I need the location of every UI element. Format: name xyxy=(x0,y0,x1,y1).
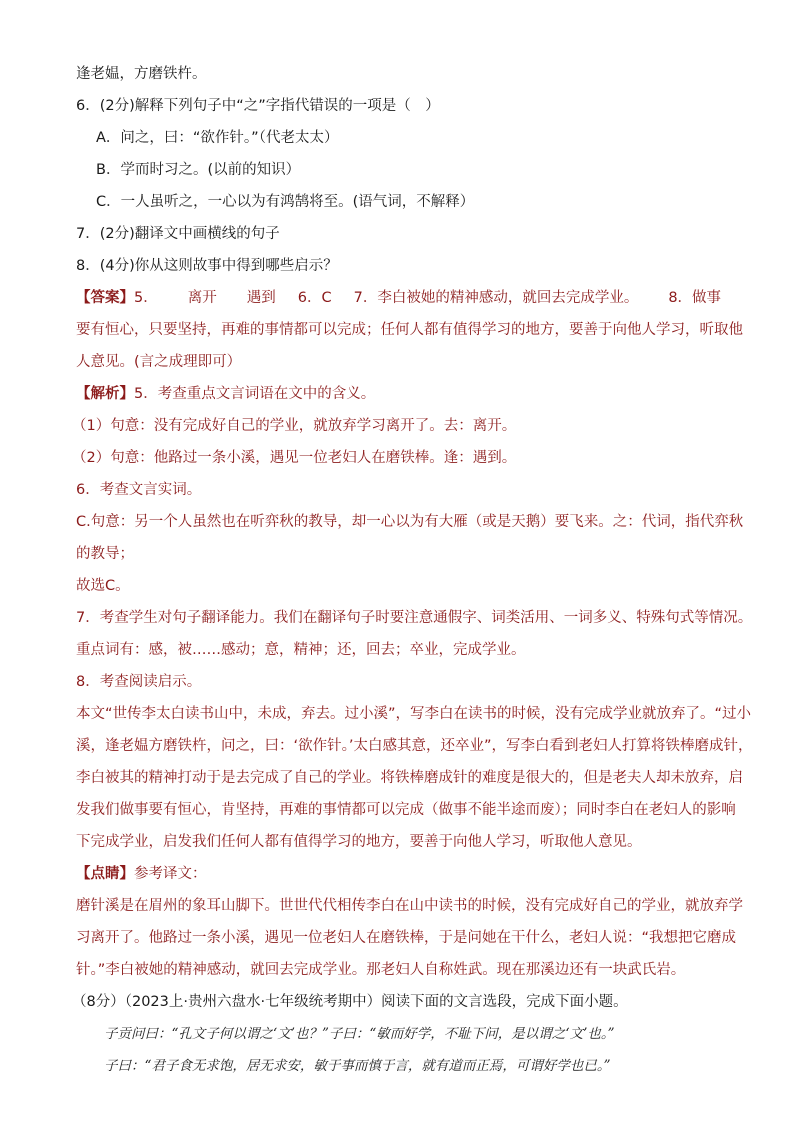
classical-quote-1: 子贡问曰：“孔文子何以谓之‘文’也？”子曰：“敏而好学，不耻下问，是以谓之‘文’也。” xyxy=(104,1026,615,1042)
analysis-7-line-1: 7．考查学生对句子翻译能力。我们在翻译句子时要注意通假字、词类活用、一词多义、特殊句式等情况。 xyxy=(76,610,753,626)
analysis-8-line-5: 下完成学业，启发我们任何人都有值得学习的地方，要善于向他人学习，听取他人意见。 xyxy=(76,834,642,850)
answer-5-word-b: 遇到 xyxy=(246,290,276,306)
analysis-5-item-2: （2）句意：他路过一条小溪，遇见一位老妇人在磨铁棒。逢：遇到。 xyxy=(72,450,517,466)
answer-8-start: 8．做事 xyxy=(668,290,722,306)
answer-5: 5． xyxy=(134,290,158,306)
passage-last-line: 逢老媪，方磨铁杵。 xyxy=(76,66,207,82)
analysis-8-line-1: 本文“世传李太白读书山中，未成，弃去。过小溪”，写李白在读书的时候，没有完成学业就放弃了。“过小 xyxy=(76,706,752,722)
question-6: 6．(2分)解释下列句子中“之”字指代错误的一项是（ ） xyxy=(76,98,440,114)
analysis-tag: 【解析】 xyxy=(76,386,134,402)
dianjing-heading xyxy=(76,864,207,884)
classical-quote-2: 子曰：“君子食无求饱，居无求安，敏于事而慎于言，就有道而正焉，可谓好学也已。” xyxy=(104,1058,611,1074)
question-7: 7．(2分)翻译文中画横线的句子 xyxy=(76,226,280,242)
analysis-6-line-1: C.句意：另一个人虽然也在听弈秋的教导，却一心以为有大雁（或是天鹅）要飞来。之：代词，指代弈秋 xyxy=(76,514,744,530)
analysis-6-line-2: 的教导； xyxy=(76,546,134,562)
answer-7: 7．李白被她的精神感动，就回去完成学业。 xyxy=(353,290,639,306)
analysis-7-line-2: 重点词有：感，被……感动；意，精神；还，回去；卒业，完成学业。 xyxy=(76,642,526,658)
analysis-5-heading xyxy=(76,384,375,404)
question-6-option-b: B．学而时习之。(以前的知识） xyxy=(96,162,301,178)
analysis-8-line-4: 发我们做事要有恒心，肯坚持，再难的事情都可以完成（做事不能半途而废）；同时李白在老妇人的影响 xyxy=(76,802,736,818)
question-6-option-c: C．一人虽听之，一心以为有鸿鹄将至。(语气词，不解释） xyxy=(96,194,475,210)
analysis-5-item-1: （1）句意：没有完成好自己的学业，就放弃学习离开了。去：离开。 xyxy=(72,418,517,434)
answer-tag: 【答案】 xyxy=(76,290,134,306)
answer-line-1 xyxy=(76,288,721,308)
answer-5-word-a: 离开 xyxy=(187,290,217,306)
answer-6: 6．C xyxy=(297,290,332,306)
dianjing-title: 参考译文： xyxy=(134,866,207,882)
analysis-8-line-3: 李白被其的精神打动于是去完成了自己的学业。将铁棒磨成针的难度是很大的，但是老夫人却未放弃，启 xyxy=(76,770,743,786)
translation-line-1: 磨针溪是在眉州的象耳山脚下。世世代代相传李白在山中读书的时候，没有完成好自己的学业，就放弃学 xyxy=(76,898,743,914)
analysis-6-heading: 6．考查文言实词。 xyxy=(76,482,202,498)
analysis-8-line-2: 溪，逢老媪方磨铁杵，问之，曰：‘欲作针。’太白感其意，还卒业”，写李白看到老妇人打算将铁棒磨成针， xyxy=(76,738,753,754)
answer-line-3: 人意见。(言之成理即可） xyxy=(76,354,242,370)
question-6-option-a: A．问之，曰：“欲作针。”（代老太太） xyxy=(96,130,339,146)
dianjing-tag: 【点睛】 xyxy=(76,866,134,882)
answer-line-2: 要有恒心，只要坚持，再难的事情都可以完成；任何人都有值得学习的地方，要善于向他人学习，听取他 xyxy=(76,322,743,338)
analysis-6-line-3: 故选C。 xyxy=(76,578,130,594)
translation-line-2: 习离开了。他路过一条小溪，遇见一位老妇人在磨铁棒，于是问她在干什么，老妇人说：“我想把它磨成 xyxy=(76,930,737,946)
analysis-5-text: 5．考查重点文言词语在文中的含义。 xyxy=(134,386,376,402)
translation-line-3: 针。”李白被她的精神感动，就回去完成学业。那老妇人自称姓武。现在那溪边还有一块武氏岩。 xyxy=(76,962,686,978)
section-heading: （8分）（2023上·贵州六盘水·七年级统考期中）阅读下面的文言选段，完成下面小题。 xyxy=(72,994,628,1010)
question-8: 8．(4分)你从这则故事中得到哪些启示？ xyxy=(76,258,338,274)
analysis-8-heading: 8．考查阅读启示。 xyxy=(76,674,202,690)
